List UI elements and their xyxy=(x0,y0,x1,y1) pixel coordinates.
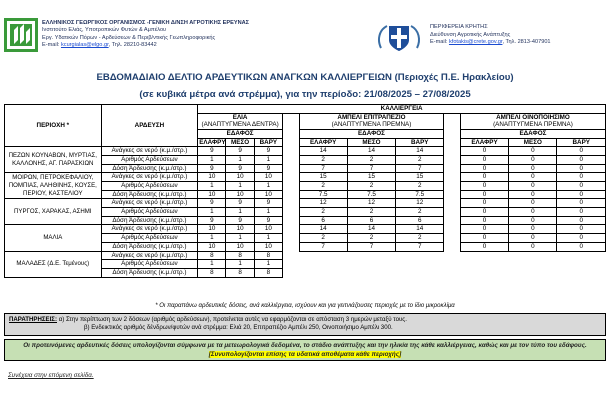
value-cell: 10 xyxy=(198,225,226,234)
value-cell: 0 xyxy=(509,234,557,243)
olive-header-sub: (ΑΝΑΠΤΥΓΜΕΝΑ ΔΕΝΤΡΑ) xyxy=(201,121,279,129)
greek-emblem-icon xyxy=(375,20,423,54)
spacer xyxy=(444,113,460,129)
value-cell: 10 xyxy=(198,190,226,199)
value-cell: 9 xyxy=(254,147,282,156)
value-cell: 0 xyxy=(557,225,606,234)
value-cell: 9 xyxy=(198,147,226,156)
value-cell xyxy=(347,268,395,277)
value-cell: 1 xyxy=(226,182,254,191)
note-a: α) Στην περίπτωση των 2 δόσεων (αριθμός αρδεύσεων), προτείνεται αυτές να εφαρμόζονται σε απόσταση 3 ημερών μεταξύ τους. xyxy=(57,316,407,323)
value-cell: 0 xyxy=(509,242,557,251)
soil-type-header: ΜΕΣΟ xyxy=(226,138,254,147)
spacer xyxy=(283,190,299,199)
region-contact-block xyxy=(430,24,608,47)
value-cell: 0 xyxy=(557,234,606,243)
table-row xyxy=(5,147,606,156)
value-cell: 2 xyxy=(347,155,395,164)
value-cell: 10 xyxy=(226,225,254,234)
value-cell xyxy=(460,251,508,260)
value-cell xyxy=(347,251,395,260)
spacer xyxy=(444,155,460,164)
value-cell: 9 xyxy=(226,147,254,156)
elgo-phone: Τηλ. 28210-83442 xyxy=(111,42,157,49)
value-cell: 0 xyxy=(460,155,508,164)
crop-group-header: ΚΑΛΛΙΕΡΓΕΙΑ xyxy=(198,105,606,114)
spacer xyxy=(283,251,299,260)
value-cell: 1 xyxy=(254,182,282,191)
value-cell xyxy=(557,251,606,260)
value-cell: 0 xyxy=(557,190,606,199)
region-directorate: Διεύθυνση Αγροτικής Ανάπτυξης xyxy=(430,31,511,38)
value-cell xyxy=(509,251,557,260)
spacer xyxy=(283,138,299,147)
elgo-institute: Ινστιτούτο Ελιάς, Υποτροπικών Φυτών & Αμπέλου xyxy=(42,27,167,34)
soil-type-header: ΕΛΑΦΡΥ xyxy=(199,138,226,146)
metric-cell: Αριθμός Αρδεύσεων xyxy=(101,182,198,191)
value-cell: 7 xyxy=(347,242,395,251)
value-cell xyxy=(396,260,444,269)
value-cell: 0 xyxy=(460,182,508,191)
olive-soil-header: ΕΔΑΦΟΣ xyxy=(198,129,283,138)
table-row xyxy=(5,251,606,260)
value-cell: 7 xyxy=(396,164,444,173)
value-cell: 0 xyxy=(460,242,508,251)
value-cell: 10 xyxy=(254,173,282,182)
value-cell: 0 xyxy=(557,147,606,156)
value-cell: 1 xyxy=(226,155,254,164)
soil-type-header: ΜΕΣΟ xyxy=(347,138,395,147)
elgo-email-link[interactable]: kcurgialas@elgo.gr xyxy=(60,42,109,49)
value-cell xyxy=(557,268,606,277)
value-cell: 0 xyxy=(460,208,508,217)
spacer xyxy=(283,129,299,138)
wine-grape-header-name: ΑΜΠΕΛΙ ΟΙΝΟΠΟΙΗΣΙΜΟ xyxy=(496,113,570,121)
spacer xyxy=(283,225,299,234)
value-cell: 0 xyxy=(460,164,508,173)
value-cell xyxy=(460,268,508,277)
value-cell: 6 xyxy=(396,216,444,225)
value-cell: 1 xyxy=(226,260,254,269)
elgo-email-label: Ε-mail: xyxy=(42,42,61,49)
region-email-link[interactable]: kfotakis@crete.gov.gr xyxy=(448,39,503,46)
spacer xyxy=(444,199,460,208)
table-row xyxy=(5,199,606,208)
table-grape-header-sub: (ΑΝΑΠΤΥΓΜΕΝΑ ΠΡΕΜΝΑ) xyxy=(331,121,412,129)
region-phone: , Τηλ. 2813-407901 xyxy=(502,39,551,46)
value-cell: 7.5 xyxy=(396,190,444,199)
value-cell: 1 xyxy=(198,182,226,191)
table-row xyxy=(5,173,606,182)
value-cell: 14 xyxy=(347,225,395,234)
region-cell: ΜΟΙΡΩΝ, ΠΕΤΡΟΚΕΦΑΛΙΟΥ, ΠΟΜΠΙΑΣ, ΑΛΗΘΙΝΗΣ, ΚΟΥΣΕ, ΠΕΡΙΟΥ, ΚΑΣΤΕΛΙΟΥ xyxy=(5,173,102,199)
value-cell: 0 xyxy=(557,242,606,251)
value-cell: 2 xyxy=(299,155,347,164)
value-cell: 7 xyxy=(347,164,395,173)
metric-cell: Αριθμός Αρδεύσεων xyxy=(101,208,198,217)
value-cell: 12 xyxy=(396,199,444,208)
metric-cell: Δόση Άρδευσης (κ.μ./στρ.) xyxy=(101,268,198,277)
spacer xyxy=(283,260,299,269)
value-cell: 2 xyxy=(347,208,395,217)
value-cell: 15 xyxy=(396,173,444,182)
value-cell: 0 xyxy=(509,216,557,225)
value-cell: 0 xyxy=(460,190,508,199)
irrigation-header: ΑΡΔΕΥΣΗ xyxy=(101,105,198,147)
value-cell: 0 xyxy=(557,208,606,217)
region-cell: ΜΑΛΑΔΕΣ (Δ.Ε. Τεμένους) xyxy=(5,251,102,277)
soil-type-header: ΕΛΑΦΡΥ xyxy=(460,138,508,147)
spacer xyxy=(444,182,460,191)
value-cell: 0 xyxy=(460,234,508,243)
value-cell: 10 xyxy=(198,173,226,182)
value-cell xyxy=(557,260,606,269)
value-cell: 9 xyxy=(226,216,254,225)
value-cell: 7.5 xyxy=(299,190,347,199)
value-cell xyxy=(299,268,347,277)
soil-type-header: ΕΛΑΦΡΥ xyxy=(299,138,347,147)
metric-cell: Ανάγκες σε νερό (κ.μ./στρ.) xyxy=(101,251,198,260)
value-cell: 0 xyxy=(509,164,557,173)
metric-cell: Ανάγκες σε νερό (κ.μ./στρ.) xyxy=(101,173,198,182)
value-cell: 0 xyxy=(509,199,557,208)
metric-cell: Ανάγκες σε νερό (κ.μ./στρ.) xyxy=(101,199,198,208)
value-cell: 0 xyxy=(557,199,606,208)
value-cell: 15 xyxy=(347,173,395,182)
value-cell: 9 xyxy=(198,164,226,173)
value-cell: 8 xyxy=(254,251,282,260)
value-cell: 9 xyxy=(254,164,282,173)
value-cell: 15 xyxy=(299,173,347,182)
table-grape-header-name: ΑΜΠΕΛΙ ΕΠΙΤΡΑΠΕΖΙΟ xyxy=(337,113,406,121)
spacer xyxy=(283,216,299,225)
value-cell: 0 xyxy=(509,208,557,217)
value-cell xyxy=(396,251,444,260)
spacer xyxy=(444,208,460,217)
olive-header xyxy=(198,113,283,129)
metric-cell: Αριθμός Αρδεύσεων xyxy=(101,260,198,269)
bulletin-title: ΕΒΔΟΜΑΔΙΑΙΟ ΔΕΛΤΙΟ ΑΡΔΕΥΤΙΚΩΝ ΑΝΑΓΚΩΝ ΚΑΛΛΙΕΡΓΕΙΩΝ (Περιοχές Π.Ε. Ηρακλείου) xyxy=(96,72,514,83)
spacer xyxy=(283,199,299,208)
value-cell: 0 xyxy=(460,173,508,182)
value-cell: 1 xyxy=(254,234,282,243)
value-cell: 10 xyxy=(254,190,282,199)
soil-type-header: ΜΕΣΟ xyxy=(509,138,557,147)
spacer xyxy=(444,251,460,260)
value-cell: 14 xyxy=(396,147,444,156)
value-cell: 7 xyxy=(299,242,347,251)
value-cell: 14 xyxy=(396,225,444,234)
spacer xyxy=(444,190,460,199)
value-cell: 1 xyxy=(198,234,226,243)
notes-label: ΠΑΡΑΤΗΡΗΣΕΙΣ: xyxy=(9,316,57,323)
value-cell: 0 xyxy=(460,216,508,225)
value-cell xyxy=(299,251,347,260)
spacer xyxy=(444,242,460,251)
value-cell: 0 xyxy=(509,147,557,156)
value-cell: 1 xyxy=(198,260,226,269)
value-cell: 10 xyxy=(226,173,254,182)
value-cell: 10 xyxy=(254,242,282,251)
spacer xyxy=(444,164,460,173)
value-cell: 14 xyxy=(299,147,347,156)
value-cell: 0 xyxy=(557,173,606,182)
metric-cell: Δόση Άρδευσης (κ.μ./στρ.) xyxy=(101,164,198,173)
spacer xyxy=(283,208,299,217)
value-cell: 0 xyxy=(557,182,606,191)
value-cell: 0 xyxy=(509,182,557,191)
value-cell: 10 xyxy=(254,225,282,234)
advisory-box xyxy=(4,339,606,361)
value-cell: 9 xyxy=(198,199,226,208)
table-row xyxy=(5,225,606,234)
value-cell: 1 xyxy=(254,208,282,217)
value-cell: 1 xyxy=(254,260,282,269)
notes-box xyxy=(4,313,606,336)
metric-cell: Ανάγκες σε νερό (κ.μ./στρ.) xyxy=(101,147,198,156)
value-cell: 2 xyxy=(396,208,444,217)
soil-type-header: ΒΑΡΥ xyxy=(557,138,606,147)
region-cell: ΠΥΡΓΟΣ, ΧΑΡΑΚΑΣ, ΑΣΗΜΙ xyxy=(5,199,102,225)
spacer xyxy=(444,173,460,182)
value-cell xyxy=(509,260,557,269)
value-cell: 0 xyxy=(460,225,508,234)
spacer xyxy=(444,129,460,138)
value-cell xyxy=(396,268,444,277)
value-cell: 14 xyxy=(299,225,347,234)
advisory-highlight: [Συνυπολογίζονται επίσης τα υδατικά αποθέματα κάθε περιοχής] xyxy=(208,351,402,359)
spacer xyxy=(444,234,460,243)
value-cell: 9 xyxy=(254,216,282,225)
wine-grape-soil-header: ΕΔΑΦΟΣ xyxy=(460,129,605,138)
value-cell: 7 xyxy=(299,164,347,173)
value-cell: 0 xyxy=(557,164,606,173)
value-cell: 8 xyxy=(226,251,254,260)
value-cell: 7 xyxy=(396,242,444,251)
metric-cell: Δόση Άρδευσης (κ.μ./στρ.) xyxy=(101,190,198,199)
note-b: β) Ενδεικτικός αριθμός δένδρων/φυτών ανά στρέμμα: Ελιά 20, Επιτραπέζιο Αμπέλι 250, Οινοποιήσιμο Αμπέλι 300. xyxy=(84,324,393,332)
advisory-text: Οι προτεινόμενες αρδευτικές δόσεις υπολογίζονται σύμφωνα με τα μετεωρολογικά δεδομένα, το στάδιο ανάπτυξης και την ηλικία της κάθε καλλιέργειας, καθώς και με τον τύπο του εδάφους. xyxy=(23,342,587,349)
value-cell: 0 xyxy=(557,155,606,164)
value-cell: 10 xyxy=(198,242,226,251)
value-cell: 10 xyxy=(226,190,254,199)
elgo-lab: Εργ. Υδατικών Πόρων - Αρδεύσεων & Περιβ/ντικής Γεωπληροφορικής xyxy=(42,34,216,41)
region-email-label: E-mail: xyxy=(430,39,449,46)
soil-type-header: ΒΑΡΥ xyxy=(254,138,282,147)
spacer xyxy=(283,164,299,173)
wine-grape-header-sub: (ΑΝΑΠΤΥΓΜΕΝΑ ΠΡΕΜΝΑ) xyxy=(493,121,573,129)
olive-header-name: ΕΛΙΑ xyxy=(232,113,248,121)
spacer xyxy=(283,182,299,191)
value-cell: 0 xyxy=(460,199,508,208)
value-cell: 2 xyxy=(299,234,347,243)
wine-grape-header xyxy=(460,113,605,129)
elgo-org-name: ΕΛΛΗΝΙΚΟΣ ΓΕΩΡΓΙΚΟΣ ΟΡΓΑΝΙΣΜΟΣ -ΓΕΝΙΚΗ Δ/ΝΣΗ ΑΓΡΟΤΙΚΗΣ ΕΡΕΥΝΑΣ xyxy=(42,20,250,26)
value-cell: 0 xyxy=(460,147,508,156)
spacer xyxy=(283,147,299,156)
value-cell: 7.5 xyxy=(347,190,395,199)
value-cell: 2 xyxy=(299,182,347,191)
value-cell: 9 xyxy=(198,216,226,225)
spacer xyxy=(444,216,460,225)
value-cell: 6 xyxy=(299,216,347,225)
footnote: * Οι παραπάνω αρδευτικές δόσεις, ανά καλλιέργεια, ισχύουν και για γειτνιάζουσες περιοχές με το ίδιο μικροκλίμα xyxy=(155,302,455,309)
spacer xyxy=(283,155,299,164)
elgo-contact-line: Ε-mail: kcurgialas@elgo.gr, Τηλ. 28210-83442 xyxy=(42,42,157,49)
value-cell: 9 xyxy=(226,164,254,173)
value-cell: 2 xyxy=(396,155,444,164)
value-cell: 8 xyxy=(198,251,226,260)
value-cell xyxy=(509,268,557,277)
irrigation-table xyxy=(4,104,606,278)
spacer xyxy=(444,260,460,269)
metric-cell: Ανάγκες σε νερό (κ.μ./στρ.) xyxy=(101,225,198,234)
region-name: ΠΕΡΙΦΕΡΕΙΑ ΚΡΗΤΗΣ xyxy=(430,24,488,30)
spacer xyxy=(283,268,299,277)
value-cell: 2 xyxy=(396,234,444,243)
soil-type-header: ΒΑΡΥ xyxy=(396,138,444,147)
spacer xyxy=(283,234,299,243)
spacer xyxy=(283,173,299,182)
metric-cell: Αριθμός Αρδεύσεων xyxy=(101,234,198,243)
value-cell: 0 xyxy=(509,225,557,234)
elgo-logo-icon xyxy=(4,18,38,52)
value-cell: 6 xyxy=(347,216,395,225)
value-cell: 2 xyxy=(396,182,444,191)
table-grape-soil-header: ΕΔΑΦΟΣ xyxy=(299,129,444,138)
value-cell: 12 xyxy=(347,199,395,208)
bulletin-subtitle: (σε κυβικά μέτρα ανά στρέμμα), για την περίοδο: 21/08/2025 – 27/08/2025 xyxy=(139,89,471,100)
spacer xyxy=(283,113,299,129)
spacer xyxy=(283,242,299,251)
note-line-a xyxy=(9,316,601,324)
spacer xyxy=(444,138,460,147)
metric-cell: Δόση Άρδευσης (κ.μ./στρ.) xyxy=(101,216,198,225)
continue-note: Συνέχεια στην επόμενη σελίδα. xyxy=(8,372,94,379)
spacer xyxy=(444,225,460,234)
region-header: ΠΕΡΙΟΧΗ * xyxy=(5,105,102,147)
value-cell: 8 xyxy=(254,268,282,277)
spacer xyxy=(444,268,460,277)
value-cell: 2 xyxy=(347,234,395,243)
value-cell: 0 xyxy=(509,173,557,182)
region-contact-line xyxy=(430,39,608,47)
region-cell: ΜΑΛΙΑ xyxy=(5,225,102,251)
elgo-contact-block xyxy=(42,20,322,50)
value-cell: 0 xyxy=(509,155,557,164)
value-cell: 8 xyxy=(226,268,254,277)
value-cell xyxy=(299,260,347,269)
value-cell: 9 xyxy=(254,199,282,208)
value-cell: 2 xyxy=(347,182,395,191)
value-cell: 0 xyxy=(509,190,557,199)
document-header xyxy=(0,0,610,70)
value-cell: 1 xyxy=(226,234,254,243)
spacer xyxy=(444,147,460,156)
value-cell: 12 xyxy=(299,199,347,208)
value-cell: 0 xyxy=(557,216,606,225)
value-cell: 1 xyxy=(254,155,282,164)
value-cell: 2 xyxy=(299,208,347,217)
metric-cell: Δόση Άρδευσης (κ.μ./στρ.) xyxy=(101,242,198,251)
metric-cell: Αριθμός Αρδεύσεων xyxy=(101,155,198,164)
region-cell: ΠΕΖΩΝ ΚΟΥΝΑΒΩΝ, ΜΥΡΤΙΑΣ, ΚΑΛΛΟΝΗΣ, ΑΓ. ΠΑΡΑΣΚΙΩΝ xyxy=(5,147,102,173)
value-cell xyxy=(460,260,508,269)
value-cell: 14 xyxy=(347,147,395,156)
value-cell: 1 xyxy=(226,208,254,217)
value-cell: 1 xyxy=(198,208,226,217)
value-cell: 9 xyxy=(226,199,254,208)
value-cell: 1 xyxy=(198,155,226,164)
value-cell: 10 xyxy=(226,242,254,251)
table-grape-header xyxy=(299,113,444,129)
value-cell: 8 xyxy=(198,268,226,277)
value-cell xyxy=(347,260,395,269)
